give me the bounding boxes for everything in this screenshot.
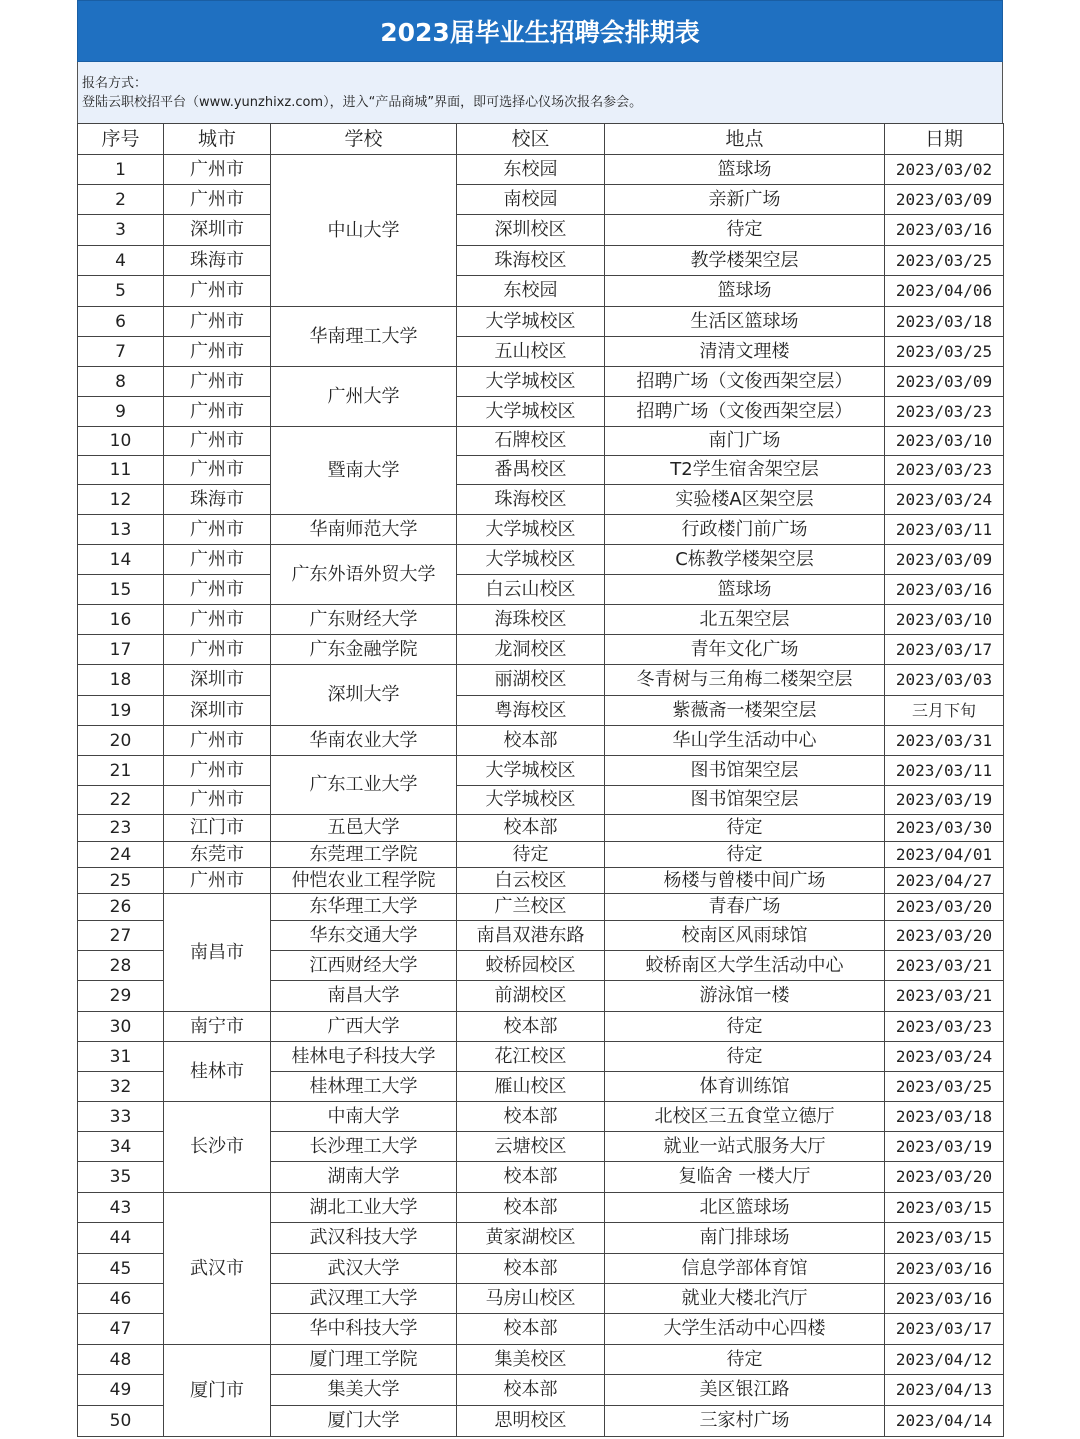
cell-location: 招聘广场（文俊西架空层） [605,397,885,427]
cell-campus: 校本部 [457,815,605,842]
cell-school: 长沙理工大学 [271,1132,457,1162]
cell-index: 33 [78,1102,164,1132]
cell-campus: 花江校区 [457,1042,605,1072]
cell-index: 20 [78,726,164,756]
cell-campus: 深圳校区 [457,215,605,246]
cell-campus: 珠海校区 [457,246,605,276]
cell-date: 2023/03/21 [885,981,1004,1012]
table-row [78,307,1004,337]
cell-city: 深圳市 [164,696,271,726]
cell-location: 杨楼与曾楼中间广场 [605,868,885,894]
cell-date: 2023/03/31 [885,726,1004,756]
cell-campus: 珠海校区 [457,485,605,515]
cell-school: 广东外语外贸大学 [271,545,457,605]
cell-index: 1 [78,155,164,185]
cell-date: 2023/03/09 [885,185,1004,215]
cell-school: 东华理工大学 [271,894,457,921]
cell-campus: 校本部 [457,1254,605,1284]
cell-school: 桂林电子科技大学 [271,1042,457,1072]
cell-school: 华中科技大学 [271,1314,457,1345]
cell-location: 篮球场 [605,276,885,307]
schedule-table [77,123,1004,1437]
table-header-row [78,124,1004,155]
table-row [78,868,1004,894]
cell-index: 47 [78,1314,164,1345]
cell-date: 2023/03/20 [885,894,1004,921]
cell-location: 待定 [605,1012,885,1042]
cell-campus: 大学城校区 [457,786,605,815]
cell-location: 图书馆架空层 [605,756,885,786]
cell-school: 武汉大学 [271,1254,457,1284]
cell-school: 广东工业大学 [271,756,457,815]
cell-date: 2023/03/23 [885,456,1004,485]
cell-school: 仲恺农业工程学院 [271,868,457,894]
cell-date: 2023/03/19 [885,786,1004,815]
cell-campus: 校本部 [457,1375,605,1406]
table-row [78,894,1004,921]
cell-city: 南宁市 [164,1012,271,1042]
cell-city: 广州市 [164,155,271,185]
cell-city: 广州市 [164,515,271,545]
table-row [78,427,1004,456]
cell-city: 广州市 [164,337,271,367]
cell-index: 7 [78,337,164,367]
cell-date: 2023/04/27 [885,868,1004,894]
cell-campus: 大学城校区 [457,545,605,575]
cell-campus: 大学城校区 [457,397,605,427]
cell-index: 32 [78,1072,164,1102]
cell-campus: 东校园 [457,155,605,185]
header-school: 学校 [271,124,457,155]
cell-date: 2023/04/06 [885,276,1004,307]
cell-index: 25 [78,868,164,894]
cell-campus: 校本部 [457,1314,605,1345]
cell-location: 篮球场 [605,155,885,185]
cell-index: 11 [78,456,164,485]
table-row [78,605,1004,635]
cell-index: 49 [78,1375,164,1406]
table-row [78,1102,1004,1132]
cell-campus: 校本部 [457,1012,605,1042]
cell-school: 华东交通大学 [271,921,457,951]
cell-index: 23 [78,815,164,842]
cell-campus: 云塘校区 [457,1132,605,1162]
cell-city: 广州市 [164,868,271,894]
cell-index: 24 [78,842,164,868]
cell-index: 50 [78,1406,164,1437]
cell-campus: 五山校区 [457,337,605,367]
cell-campus: 南昌双港东路 [457,921,605,951]
cell-location: 待定 [605,815,885,842]
cell-campus: 雁山校区 [457,1072,605,1102]
header-campus: 校区 [457,124,605,155]
header-location: 地点 [605,124,885,155]
cell-date: 2023/03/18 [885,307,1004,337]
cell-location: 亲新广场 [605,185,885,215]
cell-date: 2023/03/11 [885,515,1004,545]
cell-date: 2023/03/20 [885,1162,1004,1193]
table-row [78,397,1004,427]
cell-campus: 龙洞校区 [457,635,605,665]
cell-location: T2学生宿舍架空层 [605,456,885,485]
schedule-sheet [77,0,1003,1437]
cell-date: 2023/04/14 [885,1406,1004,1437]
cell-date: 2023/03/15 [885,1223,1004,1254]
cell-location: 实验楼A区架空层 [605,485,885,515]
cell-city: 广州市 [164,635,271,665]
cell-city: 广州市 [164,427,271,456]
table-row [78,665,1004,696]
cell-location: 北校区三五食堂立德厅 [605,1102,885,1132]
cell-city: 广州市 [164,545,271,575]
table-row [78,1345,1004,1375]
cell-city: 广州市 [164,786,271,815]
table-row [78,456,1004,485]
cell-date: 2023/03/23 [885,1012,1004,1042]
cell-school: 广州大学 [271,367,457,427]
cell-location: 图书馆架空层 [605,786,885,815]
cell-location: 招聘广场（文俊西架空层） [605,367,885,397]
table-row [78,635,1004,665]
cell-campus: 蛟桥园校区 [457,951,605,981]
cell-campus: 南校园 [457,185,605,215]
cell-campus: 思明校区 [457,1406,605,1437]
cell-date: 2023/04/13 [885,1375,1004,1406]
cell-index: 5 [78,276,164,307]
cell-school: 江西财经大学 [271,951,457,981]
cell-index: 44 [78,1223,164,1254]
cell-date: 三月下旬 [885,696,1004,726]
cell-location: 行政楼门前广场 [605,515,885,545]
cell-location: 校南区风雨球馆 [605,921,885,951]
table-row [78,1193,1004,1223]
cell-location: 南门广场 [605,427,885,456]
cell-location: 蛟桥南区大学生活动中心 [605,951,885,981]
cell-index: 35 [78,1162,164,1193]
cell-city: 东莞市 [164,842,271,868]
cell-index: 10 [78,427,164,456]
cell-date: 2023/03/16 [885,1254,1004,1284]
cell-city: 广州市 [164,726,271,756]
table-row [78,185,1004,215]
header-date: 日期 [885,124,1004,155]
table-row [78,276,1004,307]
cell-school: 华南农业大学 [271,726,457,756]
cell-location: 北五架空层 [605,605,885,635]
table-row [78,756,1004,786]
cell-location: 待定 [605,1042,885,1072]
cell-city: 珠海市 [164,246,271,276]
table-row [78,246,1004,276]
cell-index: 18 [78,665,164,696]
cell-campus: 广兰校区 [457,894,605,921]
cell-date: 2023/03/09 [885,367,1004,397]
cell-city: 武汉市 [164,1193,271,1345]
cell-index: 3 [78,215,164,246]
cell-location: 紫薇斋一楼架空层 [605,696,885,726]
cell-campus: 海珠校区 [457,605,605,635]
cell-location: 生活区篮球场 [605,307,885,337]
table-row [78,337,1004,367]
cell-city: 广州市 [164,456,271,485]
cell-city: 深圳市 [164,215,271,246]
cell-school: 厦门理工学院 [271,1345,457,1375]
cell-location: 待定 [605,1345,885,1375]
cell-date: 2023/03/24 [885,485,1004,515]
cell-city: 广州市 [164,276,271,307]
cell-city: 江门市 [164,815,271,842]
cell-school: 湖北工业大学 [271,1193,457,1223]
cell-index: 17 [78,635,164,665]
cell-date: 2023/03/10 [885,605,1004,635]
cell-date: 2023/03/23 [885,397,1004,427]
cell-index: 27 [78,921,164,951]
table-row [78,485,1004,515]
cell-date: 2023/03/16 [885,575,1004,605]
cell-school: 武汉科技大学 [271,1223,457,1254]
cell-city: 广州市 [164,367,271,397]
cell-location: 青年文化广场 [605,635,885,665]
cell-date: 2023/03/19 [885,1132,1004,1162]
cell-location: 南门排球场 [605,1223,885,1254]
cell-date: 2023/03/18 [885,1102,1004,1132]
cell-school: 华南理工大学 [271,307,457,367]
cell-index: 46 [78,1284,164,1314]
cell-location: 待定 [605,842,885,868]
cell-index: 29 [78,981,164,1012]
cell-campus: 大学城校区 [457,367,605,397]
cell-index: 8 [78,367,164,397]
cell-index: 21 [78,756,164,786]
cell-campus: 粤海校区 [457,696,605,726]
cell-city: 广州市 [164,185,271,215]
cell-index: 13 [78,515,164,545]
cell-location: 就业大楼北汽厅 [605,1284,885,1314]
cell-school: 南昌大学 [271,981,457,1012]
table-row [78,726,1004,756]
cell-school: 广东财经大学 [271,605,457,635]
cell-location: 青春广场 [605,894,885,921]
table-row [78,155,1004,185]
cell-campus: 黄家湖校区 [457,1223,605,1254]
cell-date: 2023/04/12 [885,1345,1004,1375]
cell-date: 2023/03/16 [885,1284,1004,1314]
cell-location: C栋教学楼架空层 [605,545,885,575]
table-row [78,842,1004,868]
cell-index: 16 [78,605,164,635]
cell-location: 美区银江路 [605,1375,885,1406]
cell-campus: 丽湖校区 [457,665,605,696]
table-row [78,1012,1004,1042]
cell-date: 2023/03/10 [885,427,1004,456]
cell-campus: 待定 [457,842,605,868]
cell-campus: 大学城校区 [457,756,605,786]
cell-school: 中南大学 [271,1102,457,1132]
cell-index: 6 [78,307,164,337]
table-row [78,815,1004,842]
cell-campus: 白云山校区 [457,575,605,605]
cell-school: 暨南大学 [271,427,457,515]
cell-index: 34 [78,1132,164,1162]
cell-date: 2023/03/17 [885,1314,1004,1345]
cell-index: 22 [78,786,164,815]
cell-location: 华山学生活动中心 [605,726,885,756]
table-row [78,545,1004,575]
cell-index: 19 [78,696,164,726]
cell-campus: 校本部 [457,1193,605,1223]
notice-heading: 报名方式： [82,76,148,91]
cell-city: 广州市 [164,605,271,635]
cell-location: 信息学部体育馆 [605,1254,885,1284]
cell-date: 2023/03/25 [885,246,1004,276]
table-row [78,515,1004,545]
cell-city: 广州市 [164,397,271,427]
cell-index: 4 [78,246,164,276]
cell-index: 43 [78,1193,164,1223]
cell-index: 31 [78,1042,164,1072]
cell-city: 桂林市 [164,1042,271,1102]
cell-index: 2 [78,185,164,215]
cell-campus: 大学城校区 [457,515,605,545]
cell-campus: 大学城校区 [457,307,605,337]
cell-city: 深圳市 [164,665,271,696]
cell-date: 2023/03/30 [885,815,1004,842]
cell-date: 2023/04/01 [885,842,1004,868]
header-index: 序号 [78,124,164,155]
cell-school: 广西大学 [271,1012,457,1042]
cell-index: 28 [78,951,164,981]
cell-city: 厦门市 [164,1345,271,1437]
cell-location: 三家村广场 [605,1406,885,1437]
cell-location: 体育训练馆 [605,1072,885,1102]
cell-date: 2023/03/25 [885,1072,1004,1102]
cell-campus: 番禺校区 [457,456,605,485]
cell-city: 广州市 [164,756,271,786]
cell-location: 大学生活动中心四楼 [605,1314,885,1345]
cell-date: 2023/03/24 [885,1042,1004,1072]
cell-school: 东莞理工学院 [271,842,457,868]
cell-location: 教学楼架空层 [605,246,885,276]
cell-school: 深圳大学 [271,665,457,726]
cell-city: 珠海市 [164,485,271,515]
cell-date: 2023/03/15 [885,1193,1004,1223]
cell-location: 北区篮球场 [605,1193,885,1223]
table-row [78,786,1004,815]
table-row [78,575,1004,605]
cell-index: 12 [78,485,164,515]
cell-city: 长沙市 [164,1102,271,1193]
cell-school: 湖南大学 [271,1162,457,1193]
cell-index: 45 [78,1254,164,1284]
page-title: 2023届毕业生招聘会排期表 [77,0,1003,62]
cell-location: 复临舍 一楼大厅 [605,1162,885,1193]
cell-date: 2023/03/11 [885,756,1004,786]
table-row [78,215,1004,246]
cell-index: 15 [78,575,164,605]
cell-city: 广州市 [164,575,271,605]
cell-campus: 白云校区 [457,868,605,894]
cell-campus: 石牌校区 [457,427,605,456]
cell-school: 厦门大学 [271,1406,457,1437]
cell-school: 武汉理工大学 [271,1284,457,1314]
cell-school: 中山大学 [271,155,457,307]
cell-campus: 前湖校区 [457,981,605,1012]
table-row [78,367,1004,397]
header-city: 城市 [164,124,271,155]
cell-campus: 校本部 [457,1162,605,1193]
notice-text: 登陆云职校招平台（www.yunzhixz.com），进入“产品商城”界面，即可选择心仪场次报名参会。 [82,95,643,110]
cell-campus: 校本部 [457,726,605,756]
cell-campus: 东校园 [457,276,605,307]
cell-date: 2023/03/09 [885,545,1004,575]
cell-index: 30 [78,1012,164,1042]
cell-campus: 马房山校区 [457,1284,605,1314]
cell-location: 待定 [605,215,885,246]
cell-date: 2023/03/17 [885,635,1004,665]
cell-location: 冬青树与三角梅二楼架空层 [605,665,885,696]
cell-school: 广东金融学院 [271,635,457,665]
cell-school: 华南师范大学 [271,515,457,545]
cell-location: 游泳馆一楼 [605,981,885,1012]
cell-index: 9 [78,397,164,427]
cell-date: 2023/03/16 [885,215,1004,246]
cell-date: 2023/03/03 [885,665,1004,696]
cell-campus: 集美校区 [457,1345,605,1375]
cell-date: 2023/03/20 [885,921,1004,951]
cell-city: 南昌市 [164,894,271,1012]
cell-date: 2023/03/02 [885,155,1004,185]
cell-school: 桂林理工大学 [271,1072,457,1102]
table-row [78,696,1004,726]
cell-school: 五邑大学 [271,815,457,842]
cell-location: 清清文理楼 [605,337,885,367]
cell-index: 14 [78,545,164,575]
cell-index: 26 [78,894,164,921]
cell-city: 广州市 [164,307,271,337]
cell-campus: 校本部 [457,1102,605,1132]
cell-date: 2023/03/21 [885,951,1004,981]
cell-location: 就业一站式服务大厅 [605,1132,885,1162]
cell-location: 篮球场 [605,575,885,605]
cell-school: 集美大学 [271,1375,457,1406]
cell-index: 48 [78,1345,164,1375]
registration-notice [77,62,1003,123]
cell-date: 2023/03/25 [885,337,1004,367]
table-row [78,1042,1004,1072]
